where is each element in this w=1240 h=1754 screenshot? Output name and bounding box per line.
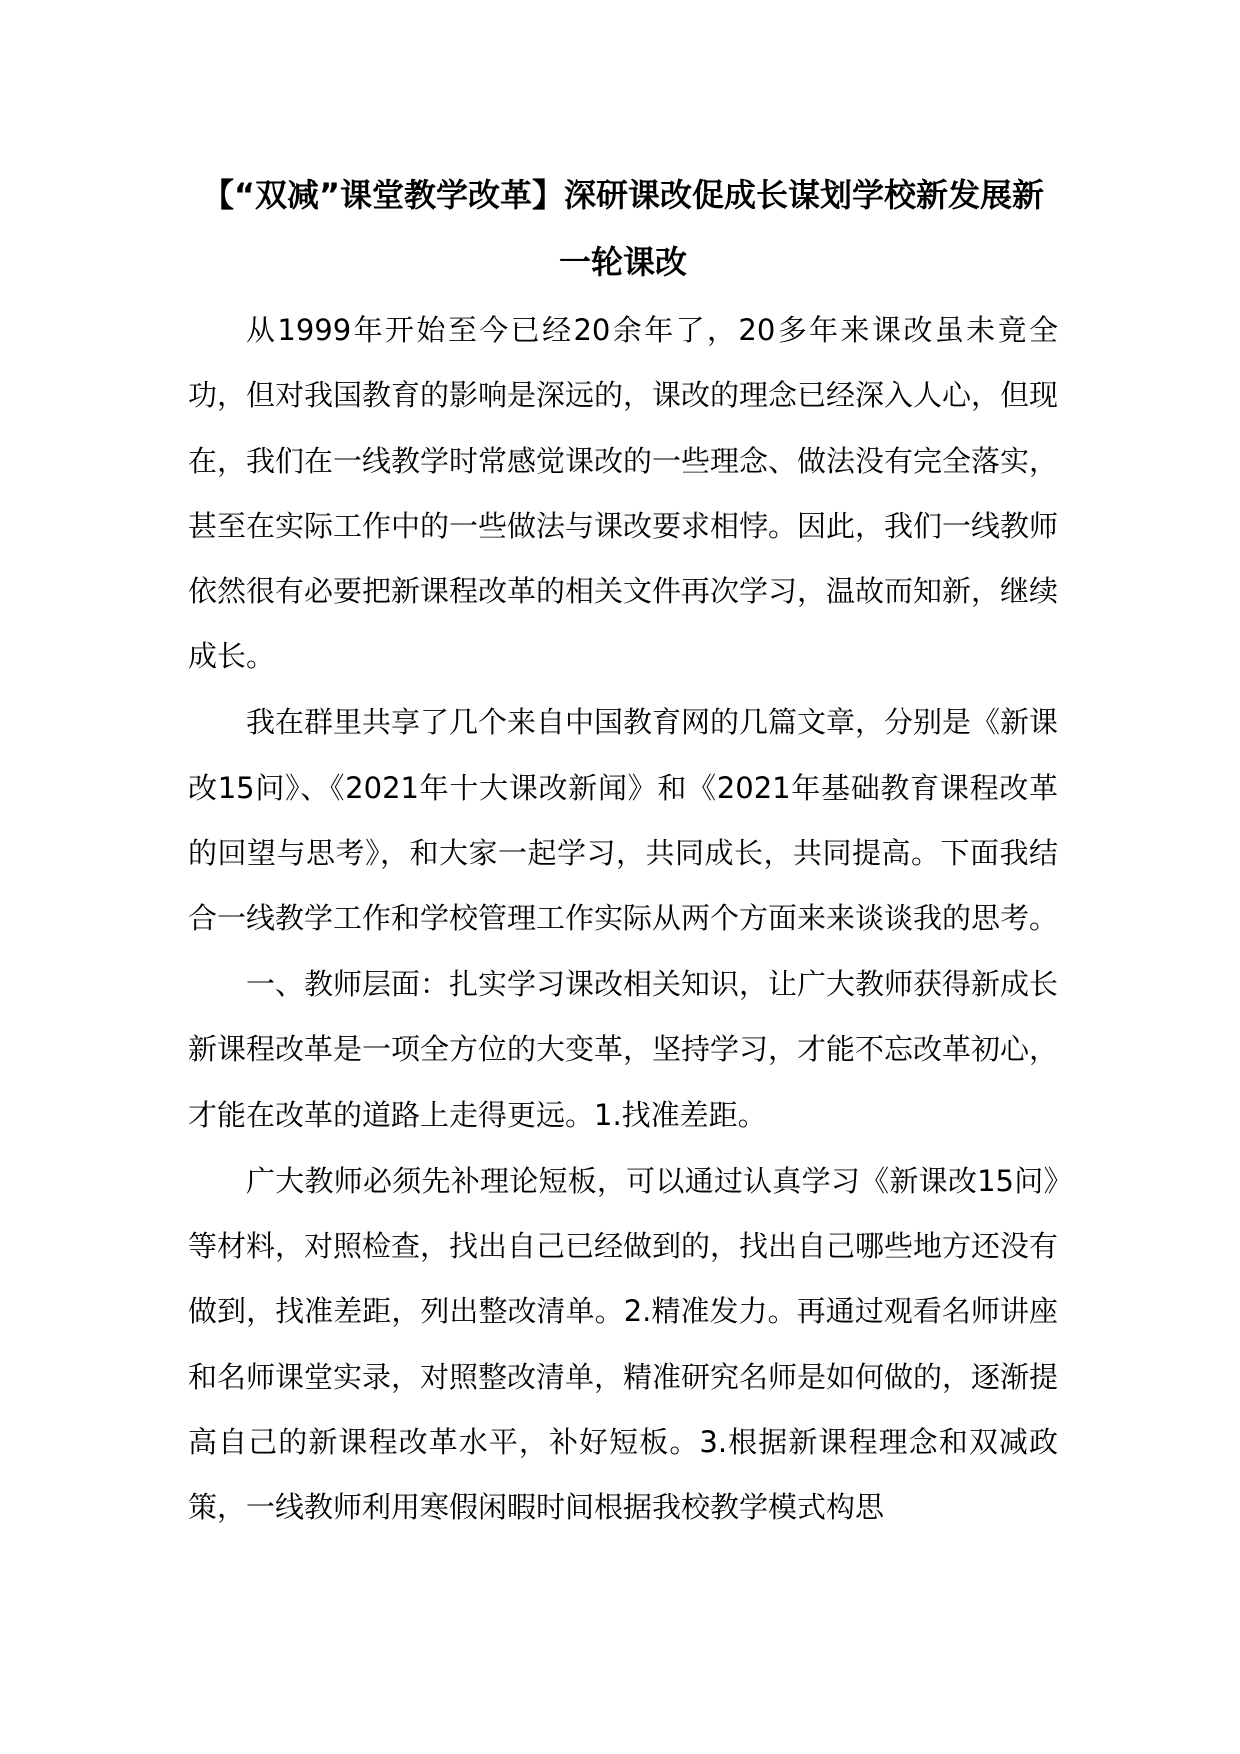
document-title: 【“双减”课堂教学改革】深研课改促成长谋划学校新发展新一轮课改 [201, 176, 1045, 281]
body-paragraph: 我在群里共享了几个来自中国教育网的几篇文章，分别是《新课改15问》、《2021年十大课改新闻》和《2021年基础教育课程改革的回望与思考》，和大家一起学习，共同成长，共同提高。下面我结合一线教学工作和学校管理工作实际从两个方面来来谈谈我的思考。 [188, 705, 1059, 936]
body-paragraph: 从1999年开始至今已经20余年了，20多年来课改虽未竟全功，但对我国教育的影响是深远的，课改的理念已经深入人心，但现在，我们在一线教学时常感觉课改的一些理念、做法没有完全落实，甚至在实际工作中的一些做法与课改要求相悖。因此，我们一线教师依然很有必要把新课程改革的相关文件再次学习，温故而知新，继续成长。 [188, 313, 1059, 674]
body-paragraph: 广大教师必须先补理论短板，可以通过认真学习《新课改15问》等材料，对照检查，找出自己已经做到的，找出自己哪些地方还没有做到，找准差距，列出整改清单。2.精准发力。再通过观看名师讲座和名师课堂实录，对照整改清单，精准研究名师是如何做的，逐渐提高自己的新课程改革水平，补好短板。3.根据新课程理念和双减政策，一线教师利用寒假闲暇时间根据我校教学模式构思 [188, 1163, 1059, 1525]
document-body [188, 298, 1058, 1541]
body-paragraph: 一、教师层面：扎实学习课改相关知识，让广大教师获得新成长新课程改革是一项全方位的大变革，坚持学习，才能不忘改革初心，才能在改革的道路上走得更远。1.找准差距。 [188, 967, 1059, 1132]
